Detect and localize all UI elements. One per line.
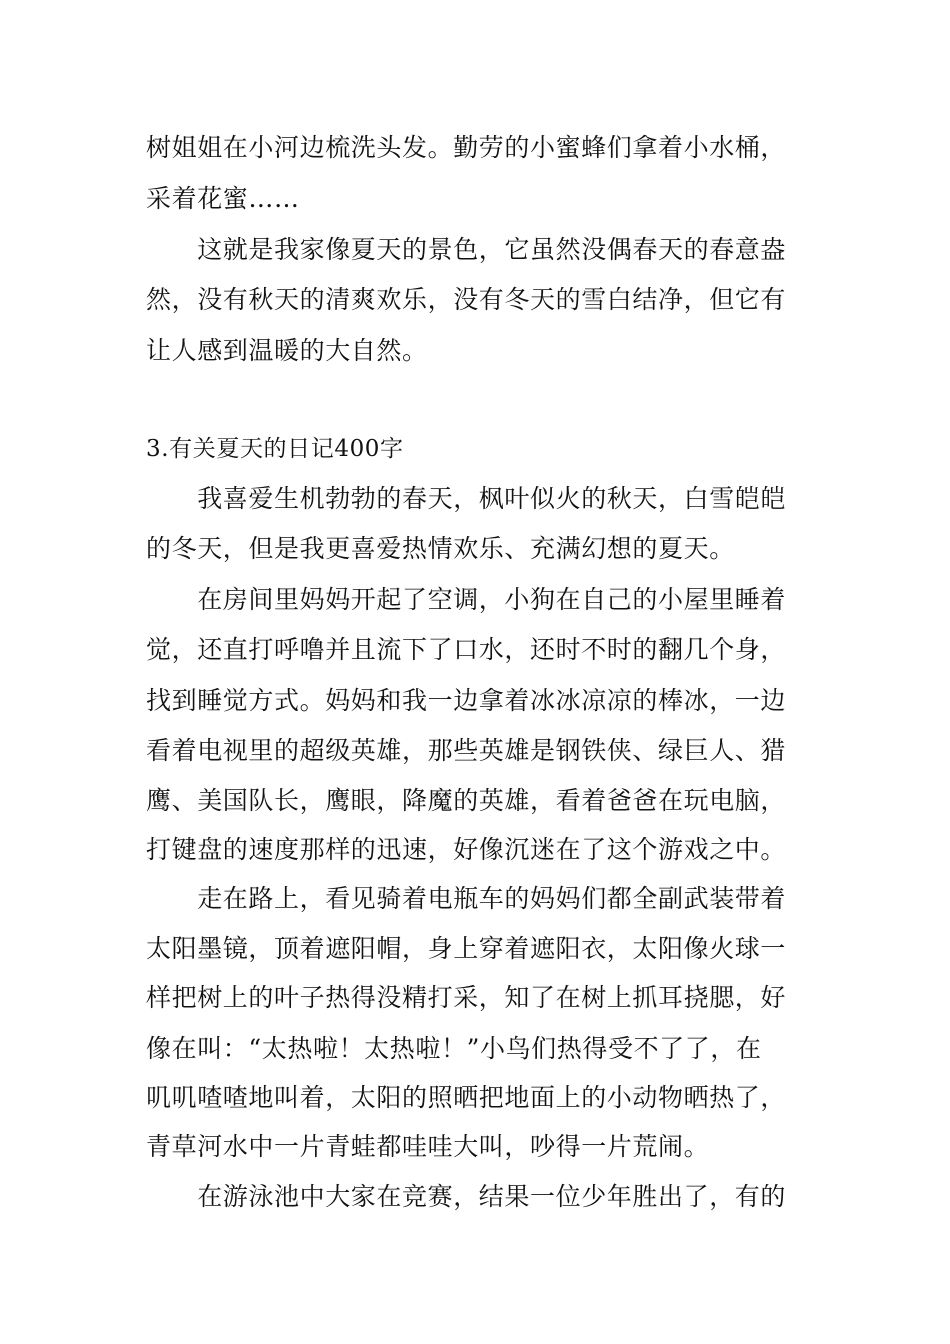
text-line: 太阳墨镜，顶着遮阳帽，身上穿着遮阳衣，太阳像火球一 <box>146 934 787 963</box>
section-heading: 3.有关夏天的日记400字 <box>146 436 404 462</box>
text-line: 采着花蜜…… <box>146 184 300 213</box>
text-line: 叽叽喳喳地叫着，太阳的照晒把地面上的小动物晒热了， <box>146 1083 787 1112</box>
text-line: 鹰、美国队长，鹰眼，降魔的英雄，看着爸爸在玩电脑， <box>146 786 787 815</box>
text-line: 像在叫：“太热啦！太热啦！”小鸟们热得受不了了，在 <box>146 1034 762 1063</box>
text-line: 的冬天，但是我更喜爱热情欢乐、充满幻想的夏天。 <box>146 534 735 563</box>
text-line: 觉，还直打呼噜并且流下了口水，还时不时的翻几个身， <box>146 635 787 664</box>
text-line: 树姐姐在小河边梳洗头发。勤劳的小蜜蜂们拿着小水桶， <box>146 133 787 162</box>
text-line: 在房间里妈妈开起了空调，小狗在自己的小屋里睡着 <box>146 585 787 614</box>
text-line: 样把树上的叶子热得没精打采，知了在树上抓耳挠腮，好 <box>146 983 787 1012</box>
text-line: 看着电视里的超级英雄，那些英雄是钢铁侠、绿巨人、猎 <box>146 736 787 765</box>
text-line: 这就是我家像夏天的景色，它虽然没偶春天的春意盎 <box>146 235 787 264</box>
text-line: 青草河水中一片青蛙都哇哇大叫，吵得一片荒闹。 <box>146 1132 710 1161</box>
text-line: 走在路上，看见骑着电瓶车的妈妈们都全副武装带着 <box>146 884 787 913</box>
text-line: 然，没有秋天的清爽欢乐，没有冬天的雪白结净，但它有 <box>146 285 787 314</box>
text-line: 让人感到温暖的大自然。 <box>146 336 428 365</box>
text-line: 我喜爱生机勃勃的春天，枫叶似火的秋天，白雪皑皑 <box>146 484 787 513</box>
text-line: 打键盘的速度那样的迅速，好像沉迷在了这个游戏之中。 <box>146 835 787 864</box>
text-line: 在游泳池中大家在竞赛，结果一位少年胜出了，有的 <box>146 1182 787 1211</box>
text-line: 找到睡觉方式。妈妈和我一边拿着冰冰凉凉的棒冰，一边 <box>146 686 787 715</box>
